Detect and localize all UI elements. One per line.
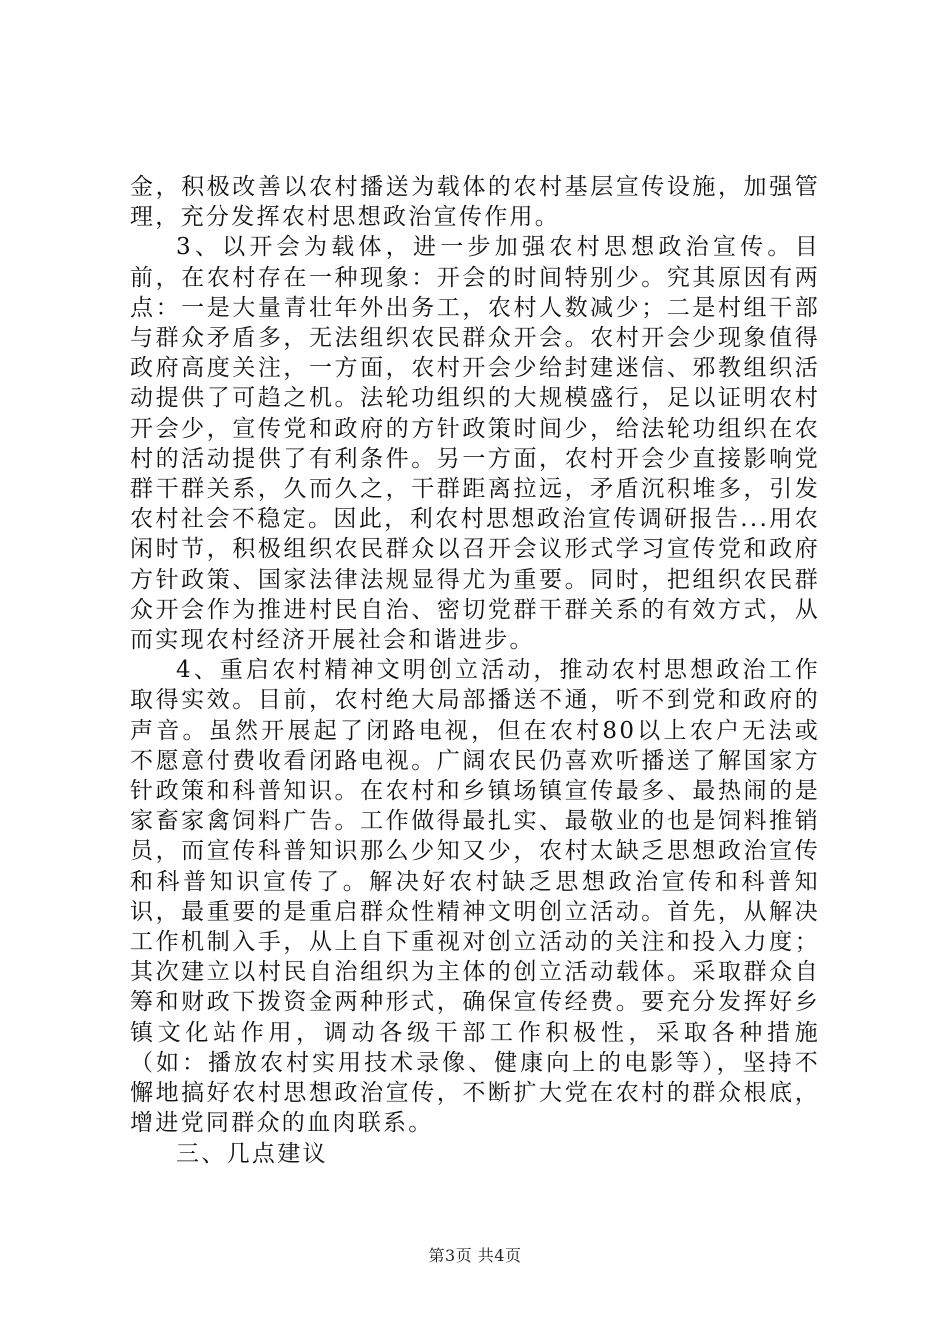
paragraph-item-4-civilization: 4、重启农村精神文明创立活动，推动农村思想政治工作取得实效。目前，农村绝大局部播送不通，听不到党和政府的声音。虽然开展起了闭路电视，但在农村80以上农户无法或不愿意付费收看闭路电视。广阔农民仍喜欢听播送了解国家方针政策和科普知识。在农村和乡镇场镇宣传最多、最热闹的是家畜家禽饲料广告。工作做得最扎实、最敬业的也是饲料推销员，而宣传科普知识那么少知又少，农村太缺乏思想政治宣传和科普知识宣传了。解决好农村缺乏思想政治宣传和科普知识，最重要的是重启群众性精神文明创立活动。首先，从解决工作机制入手，从上自下重视对创立活动的关注和投入力度；其次建立以村民自治组织为主体的创立活动载体。采取群众自筹和财政下拨资金两种形式，确保宣传经费。要充分发挥好乡镇文化站作用，调动各级干部工作积极性，采取各种措施（如：播放农村实用技术录像、健康向上的电影等），坚持不懈地搞好农村思想政治宣传，不断扩大党在农村的群众根底，增进党同群众的血肉联系。 [130,657,820,1137]
page-footer: 第3页 共4页 [428,1246,522,1265]
paragraph-item-3-meetings: 3、以开会为载体，进一步加强农村思想政治宣传。目前，在农村存在一种现象：开会的时间特别少。究其原因有两点：一是大量青壮年外出务工，农村人数减少；二是村组干部与群众矛盾多，无法组织农民群众开会。农村开会少现象值得政府高度关注，一方面，农村开会少给封建迷信、邪教组织活动提供了可趋之机。法轮功组织的大规模盛行，足以证明农村开会少，宣传党和政府的方针政策时间少，给法轮功组织在农村的活动提供了有利条件。另一方面，农村开会少直接影响党群干群关系，久而久之，干群距离拉远，矛盾沉积堆多，引发农村社会不稳定。因此，利农村思想政治宣传调研报告...用农闲时节，积极组织农民群众以召开会议形式学习宣传党和政府方针政策、国家法律法规显得尤为重要。同时，把组织农民群众开会作为推进村民自治、密切党群干群关系的有效方式，从而实现农村经济开展社会和谐进步。 [130,234,820,654]
paragraph-continuation: 金，积极改善以农村播送为载体的农村基层宣传设施，加强管理，充分发挥农村思想政治宣传作用。 [130,174,820,231]
document-body [130,172,820,1169]
section-heading-suggestions: 三、几点建议 [176,1140,328,1167]
